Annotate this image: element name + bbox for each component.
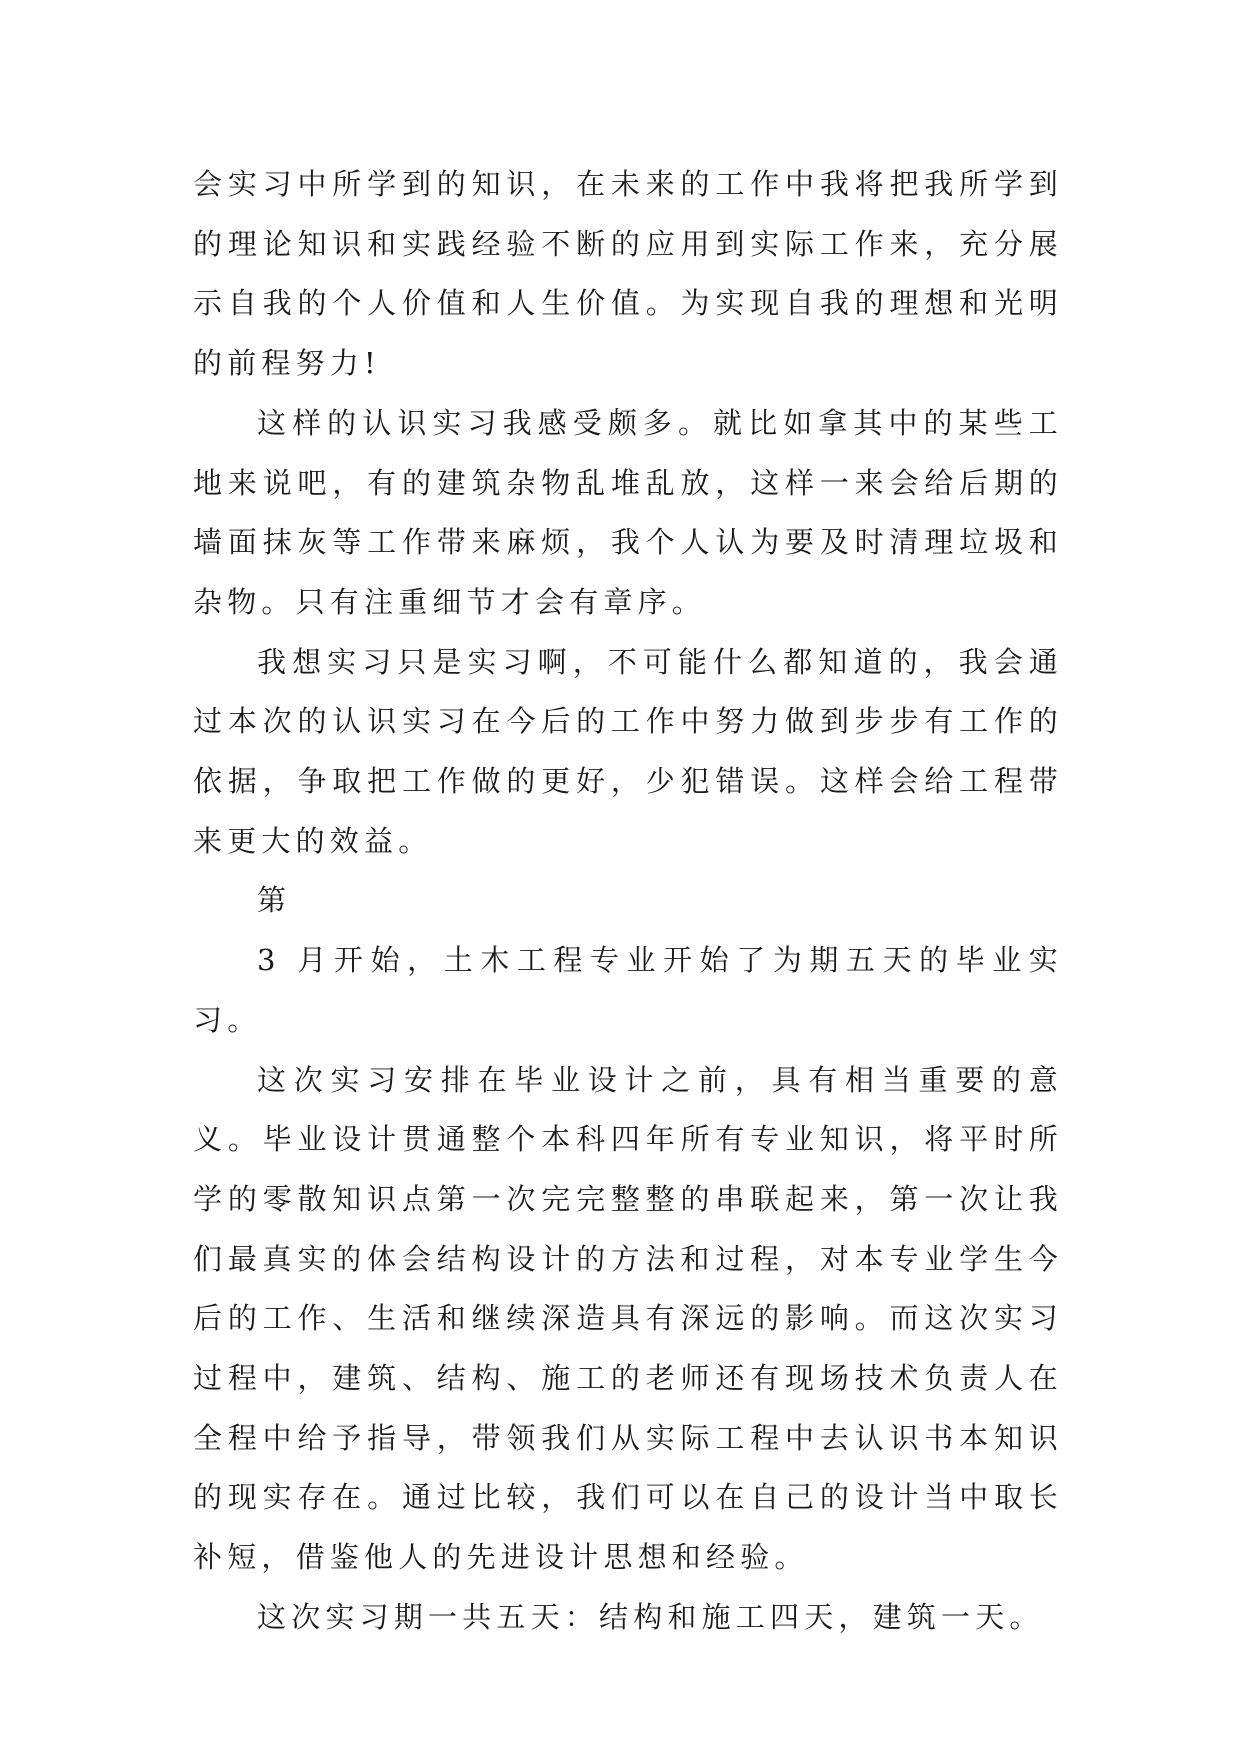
paragraph: 这次实习期一共五天：结构和施工四天，建筑一天。 xyxy=(257,1599,1044,1634)
paragraph: 3 月开始，土木工程专业开始了为期五天的毕业实习。 xyxy=(193,943,1063,1037)
document-body xyxy=(193,155,1063,1648)
paragraph: 这次实习安排在毕业设计之前，具有相当重要的意义。毕业设计贯通整个本科四年所有专业知识，将平时所学的零散知识点第一次完完整整的串联起来，第一次让我们最真实的体会结构设计的方法和过程，对本专业学生今后的工作、生活和继续深造具有深远的影响。而这次实习过程中，建筑、结构、施工的老师还有现场技术负责人在全程中给予指导，带领我们从实际工程中去认识书本知识的现实存在。通过比较，我们可以在自己的设计当中取长补短，借鉴他人的先进设计思想和经验。 xyxy=(193,1062,1063,1575)
paragraph: 我想实习只是实习啊，不可能什么都知道的，我会通过本次的认识实习在今后的工作中努力做到步步有工作的依据，争取把工作做的更好，少犯错误。这样会给工程带来更大的效益。 xyxy=(193,644,1063,858)
paragraph: 第 xyxy=(257,883,292,918)
paragraph: 会实习中所学到的知识，在未来的工作中我将把我所学到的理论知识和实践经验不断的应用到实际工作来，充分展示自我的个人价值和人生价值。为实现自我的理想和光明的前程努力! xyxy=(193,167,1063,381)
paragraph: 这样的认识实习我感受颇多。就比如拿其中的某些工地来说吧，有的建筑杂物乱堆乱放，这样一来会给后期的墙面抹灰等工作带来麻烦，我个人认为要及时清理垃圾和杂物。只有注重细节才会有章序。 xyxy=(193,405,1063,619)
